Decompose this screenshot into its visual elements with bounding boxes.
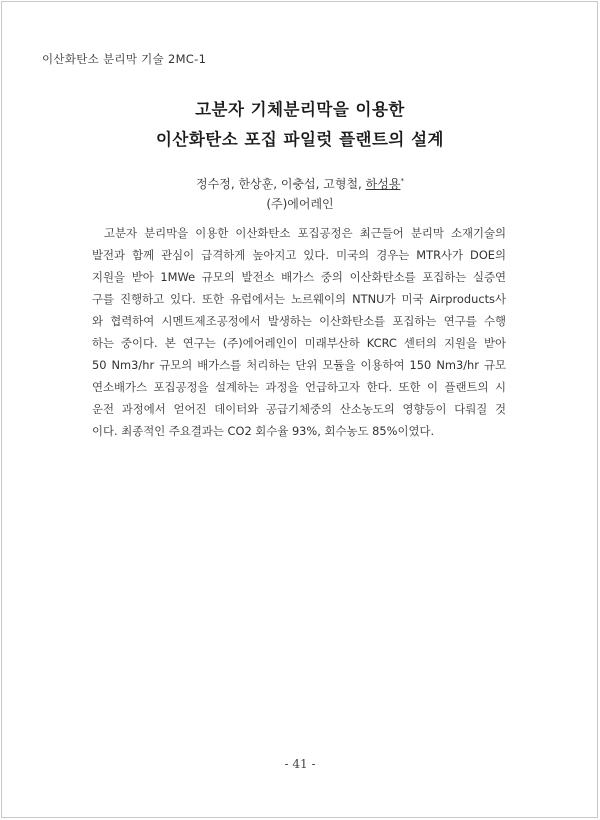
- abstract-line: 운전 과정에서 얻어진 데이터와 공급기체중의 산소농도의 영향등이 다뤄질 것: [92, 402, 506, 416]
- abstract-body: [92, 222, 506, 442]
- abstract-line: 50 Nm3/hr 규모의 배가스를 처리하는 단위 모듈을 이용하여 150 Nm3/hr 규모: [92, 358, 506, 372]
- abstract-line: 발전과 함께 관심이 급격하게 높아지고 있다. 미국의 경우는 MTR사가 DOE의: [92, 248, 506, 262]
- abstract-line: 구를 진행하고 있다. 또한 유럽에서는 노르웨이의 NTNU가 미국 Airproducts사: [92, 292, 506, 306]
- abstract-line: 이다. 최종적인 주요결과는 CO2 회수율 93%, 회수농도 85%이였다.: [92, 424, 435, 438]
- author-list: [0, 175, 600, 192]
- abstract-line: 지원을 받아 1MWe 규모의 발전소 배가스 중의 이산화탄소를 포집하는 실증연: [92, 270, 506, 284]
- running-header: 이산화탄소 분리막 기술 2MC-1: [42, 52, 207, 66]
- page-number: - 41 -: [284, 757, 316, 771]
- abstract-line: 하는 중이다. 본 연구는 (주)에어레인이 미래부산하 KCRC 센터의 지원을 받아: [92, 336, 506, 350]
- corresponding-mark: *: [400, 177, 404, 185]
- author-names: 정수정, 한상훈, 이충섭, 고형철,: [196, 177, 366, 191]
- title-line-2: 이산화탄소 포집 파일럿 플랜트의 설계: [155, 130, 444, 149]
- abstract-line: 연소배가스 포집공정을 설계하는 과정을 언급하고자 한다. 또한 이 플랜트의 시: [92, 380, 506, 394]
- title-line-1: 고분자 기체분리막을 이용한: [195, 100, 405, 119]
- affiliation: (주)에어레인: [266, 197, 334, 211]
- abstract-line: 와 협력하여 시멘트제조공정에서 발생하는 이산화탄소를 포집하는 연구를 수행: [92, 314, 506, 328]
- corresponding-author: 하성용: [365, 177, 401, 191]
- abstract-line: 고분자 분리막을 이용한 이산화탄소 포집공정은 최근들어 분리막 소재기술의: [104, 226, 506, 240]
